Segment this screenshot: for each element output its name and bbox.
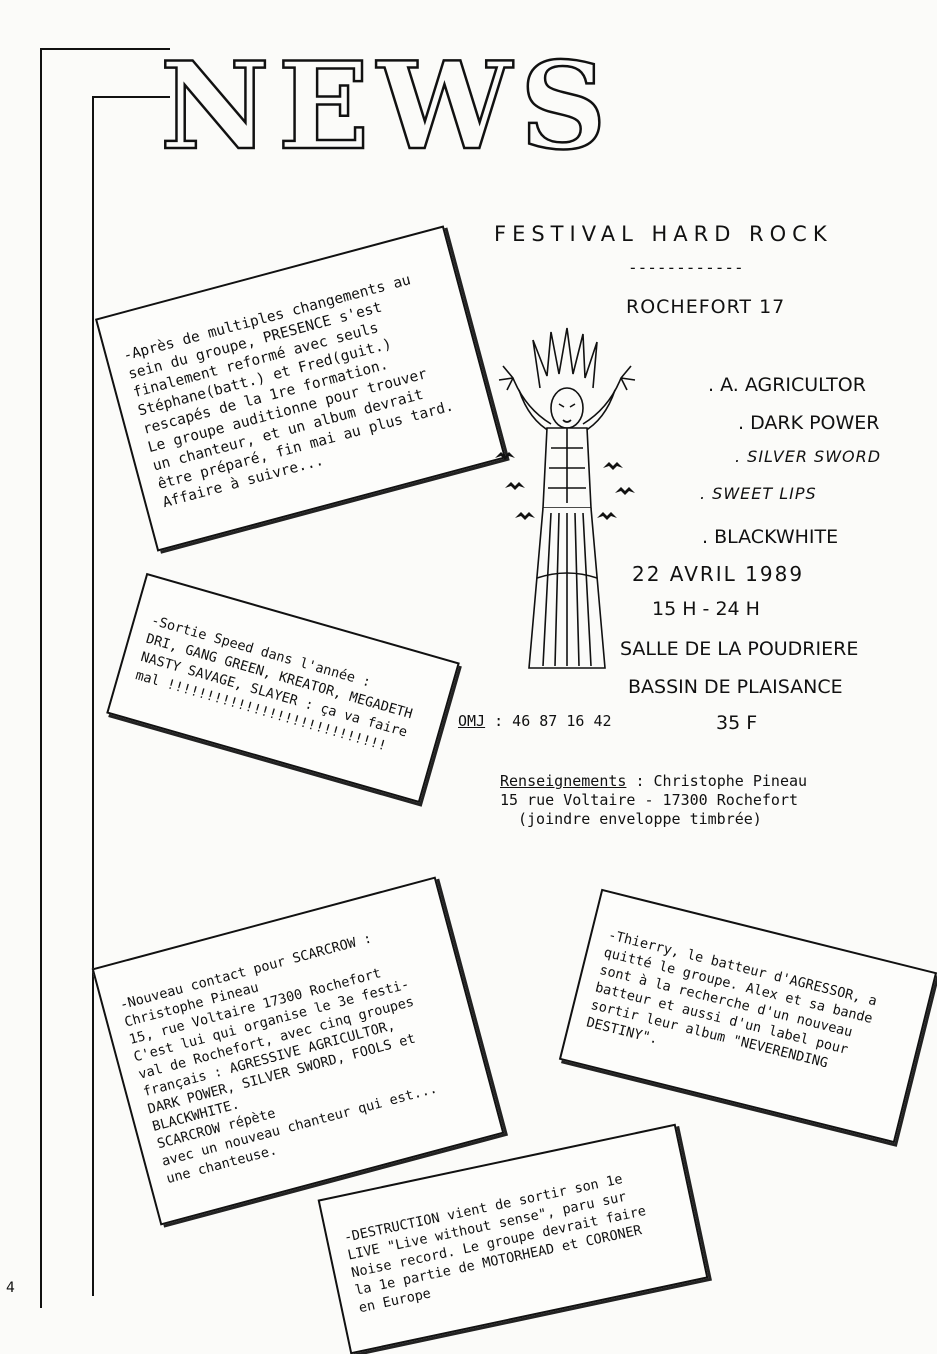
note-agressor-text: -Thierry, le batteur d'AGRESSOR, a quitté le groupe. Alex et sa bande sont à la recherche d'un nouveau batteur et aussi d'un label pour sortir leur album "NEVERENDING DESTINY". xyxy=(584,927,879,1072)
info-name: : Christophe Pineau xyxy=(626,772,808,790)
info-label: Renseignements xyxy=(500,772,627,790)
festival-date: 22 AVRIL 1989 xyxy=(632,562,805,586)
festival-price: 35 F xyxy=(716,712,758,734)
note-speed-text: -Sortie Speed dans l'année : DRI, GANG GREEN, KREATOR, MEGADETH NASTY SAVAGE, SLAYER : ça va faire mal !!!!!!!!!!!!!!!!!!!!!!!!!!!! xyxy=(133,612,415,755)
festival-city: ROCHEFORT 17 xyxy=(626,296,786,318)
note-scarcrow-text: -Nouveau contact pour SCARCROW : Christophe Pineau 15, rue Voltaire 17300 Rochefort C'est lui qui organise le 3e festi- val de Rochefort, avec cinq groupes français : AGRESSIVE AGRICULTOR, DARK POWER, SILVER SWORD, FOOLS et BLACKWHITE. SCARCROW répète avec un nouveau chanteur qui est... une chanteuse. xyxy=(118,930,439,1188)
omj-contact xyxy=(458,712,612,730)
band-item-sweet-lips: . SWEET LIPS xyxy=(700,484,817,503)
note-speed-releases xyxy=(106,573,460,803)
info-contact xyxy=(500,772,807,829)
festival-title: FESTIVAL HARD ROCK xyxy=(494,222,833,246)
band-item-a-agricultor: . A. AGRICULTOR xyxy=(708,374,866,396)
festival-venue: SALLE DE LA POUDRIERE xyxy=(620,638,859,660)
band-item-silver-sword: . SILVER SWORD xyxy=(735,447,882,466)
frame-outer-left-line xyxy=(40,48,42,1308)
band-item-blackwhite: . BLACKWHITE xyxy=(702,526,839,548)
festival-venue-location: BASSIN DE PLAISANCE xyxy=(628,676,843,698)
omj-label: OMJ xyxy=(458,712,486,730)
band-item-dark-power: . DARK POWER xyxy=(738,412,880,434)
festival-title-rule: ------------ xyxy=(628,258,744,277)
frame-inner-left-line xyxy=(92,96,94,1296)
info-address: 15 rue Voltaire - 17300 Rochefort xyxy=(500,791,799,809)
news-title-text: NEWS xyxy=(160,36,615,177)
note-presence xyxy=(95,225,506,551)
note-agressor xyxy=(559,889,937,1143)
page-number: 4 xyxy=(6,1280,15,1296)
news-title xyxy=(150,36,615,177)
note-presence-text: -Après de multiples changements au sein du groupe, PRESENCE s'est finalement reformé avec seuls Stéphane(batt.) et Fred(guit.) rescapés de la 1re formation. Le groupe auditionne pour trouver un chanteur, et un album devrait être préparé, fin mai au plus tard. Affaire à suivre... xyxy=(121,272,456,512)
demon-illustration xyxy=(485,328,650,678)
omj-phone: : 46 87 16 42 xyxy=(485,712,612,730)
info-note: (joindre enveloppe timbrée) xyxy=(518,810,762,828)
note-destruction-text: -DESTRUCTION vient de sortir son 1e LIVE "Live without sense", paru sur Noise record. Le groupe devrait faire la 1e partie de MOTORHEAD et CORONER en Europe xyxy=(342,1171,648,1317)
festival-hours: 15 H - 24 H xyxy=(652,598,760,620)
